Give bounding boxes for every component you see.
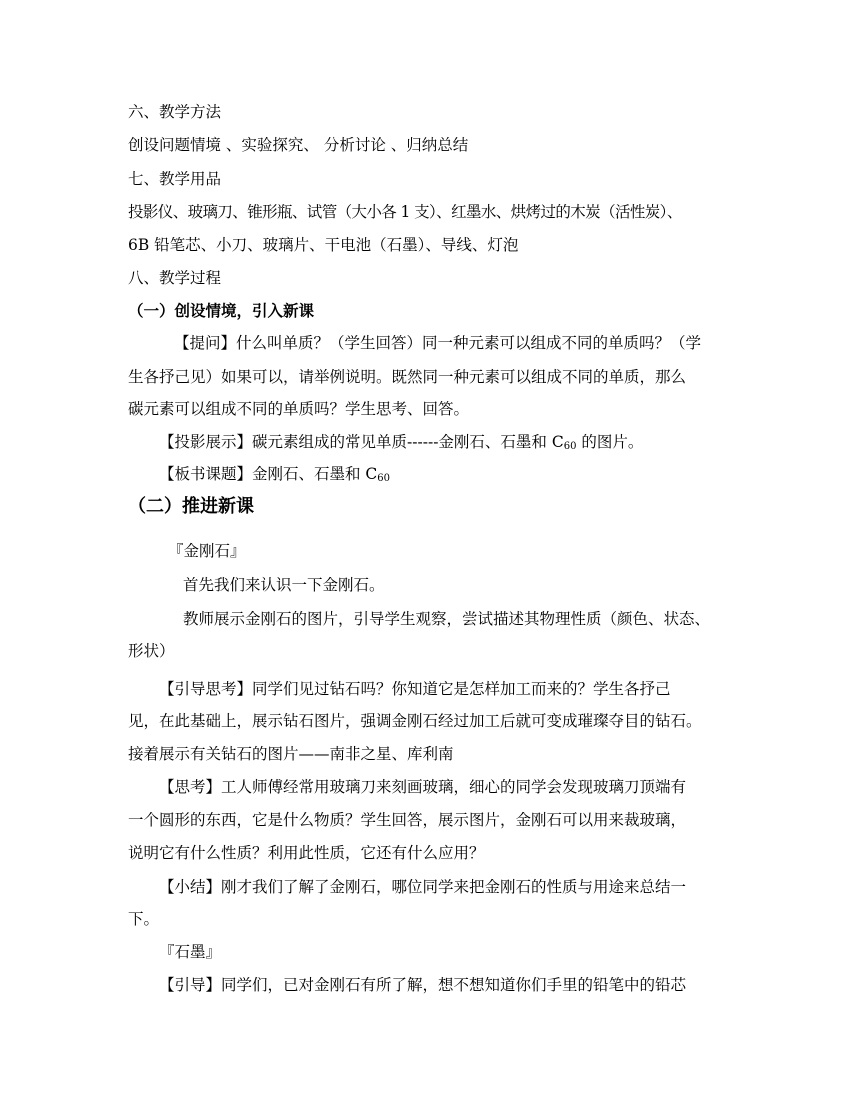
p1-line3: 碳元素可以组成不同的单质吗？学生思考、回答。 <box>128 400 470 418</box>
p3-line <box>159 464 390 489</box>
p1-line1: 【提问】什么叫单质？（学生回答）同一种元素可以组成不同的单质吗？（学 <box>174 334 702 352</box>
p1-line2: 生各抒己见）如果可以，请举例说明。既然同一种元素可以组成不同的单质，那么 <box>128 368 687 386</box>
p2-suffix: 的图片。 <box>576 433 644 451</box>
section7-line1: 投影仪、玻璃刀、锥形瓶、试管（大小各 1 支）、红墨水、烘烤过的木炭（活性炭）、 <box>128 203 682 221</box>
guide-line3: 接着展示有关钻石的图片——南非之星、库利南 <box>128 745 454 763</box>
section7-heading: 七、教学用品 <box>128 170 222 188</box>
part2-heading: （二）推进新课 <box>128 496 254 517</box>
summary-line1: 【小结】刚才我们了解了金刚石，哪位同学来把金刚石的性质与用途来总结一 <box>159 878 687 896</box>
part1-heading: （一）创设情境，引入新课 <box>128 301 315 320</box>
graphite-line1: 【引导】同学们，已对金刚石有所了解，想不想知道你们手里的铅笔中的铅芯 <box>159 976 687 994</box>
think-line2: 一个圆形的东西，它是什么物质？学生回答，展示图片，金刚石可以用来裁玻璃， <box>128 811 687 829</box>
diamond-heading: 『金刚石』 <box>168 542 246 560</box>
section8-heading: 八、教学过程 <box>128 269 222 287</box>
graphite-heading: 『石墨』 <box>159 943 222 961</box>
p2-prefix: 【投影展示】碳元素组成的常见单质------金刚石、石墨和 C <box>159 433 564 451</box>
guide-line1: 【引导思考】同学们见过钻石吗？你知道它是怎样加工而来的？学生各抒己 <box>159 680 671 698</box>
diamond-p1-line2: 形状） <box>128 642 175 660</box>
section6-content: 创设问题情境 、实验探究、 分析讨论 、归纳总结 <box>128 136 469 154</box>
think-line3: 说明它有什么性质？利用此性质，它还有什么应用？ <box>128 844 485 862</box>
diamond-intro: 首先我们来认识一下金刚石。 <box>183 576 385 594</box>
section6-heading: 六、教学方法 <box>128 103 222 121</box>
p3-subscript: 60 <box>377 473 391 484</box>
p3-prefix: 【板书课题】金刚石、石墨和 C <box>159 465 378 483</box>
diamond-p1-line1: 教师展示金刚石的图片，引导学生观察，尝试描述其物理性质（颜色、状态、 <box>183 610 711 628</box>
think-line1: 【思考】工人师傅经常用玻璃刀来刻画玻璃，细心的同学会发现玻璃刀顶端有 <box>159 778 687 796</box>
summary-line2: 下。 <box>128 910 160 928</box>
section7-line2: 6B 铅笔芯、小刀、玻璃片、干电池（石墨）、导线、灯泡 <box>128 236 519 254</box>
p2-line <box>159 432 643 457</box>
guide-line2: 见，在此基础上，展示钻石图片，强调金刚石经过加工后就可变成璀璨夺目的钻石。 <box>128 712 702 730</box>
p2-subscript: 60 <box>563 441 577 452</box>
